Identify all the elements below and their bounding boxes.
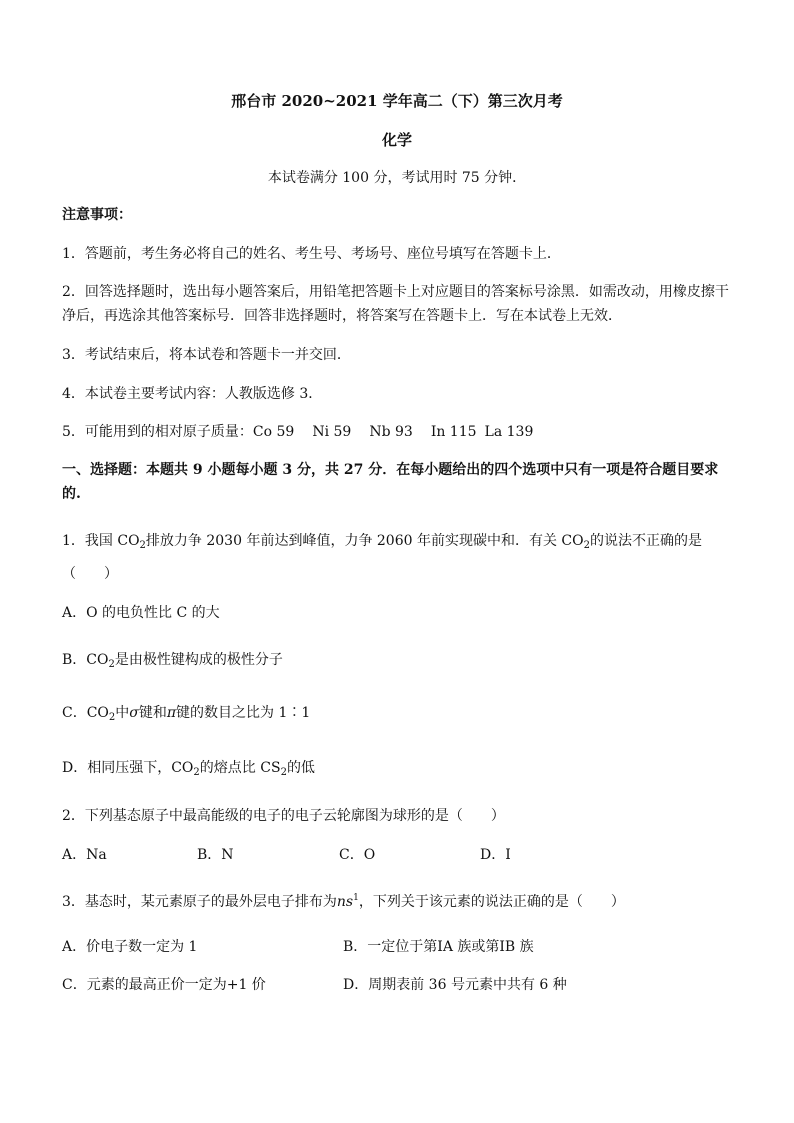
q1-d-part: D．相同压强下，CO: [62, 760, 194, 776]
q1-c-part: 键的数目之比为 1∶1: [176, 705, 311, 721]
note-item-4: 4．本试卷主要考试内容：人教版选修 3．: [62, 386, 323, 402]
q1-b-part: B．CO: [62, 652, 109, 668]
notes-heading: 注意事项：: [62, 207, 132, 223]
section1-heading: 一、选择题：本题共 9 小题每小题 3 分，共 27 分．在每小题给出的四个选项中只有一项是符合题目要求: [62, 462, 719, 478]
exam-info: 本试卷满分 100 分，考试用时 75 分钟．: [267, 170, 527, 186]
q1-option-b: [62, 650, 742, 670]
exam-subject: 化学: [381, 131, 412, 149]
q1-c-part: C．CO: [62, 705, 109, 721]
q2-option-c: C．O: [339, 847, 376, 863]
q1-stem-part: 排放力争 2030 年前达到峰值，力争 2060 年前实现碳中和．有关 CO: [145, 533, 584, 549]
note-item-2-cont: 净后，再选涂其他答案标号．回答非选择题时，将答案写在答题卡上．写在本试卷上无效．: [62, 308, 622, 324]
subscript-2: 2: [193, 767, 200, 778]
note-item-1: 1．答题前，考生务必将自己的姓名、考生号、考场号、座位号填写在答题卡上．: [62, 246, 561, 262]
sigma-symbol: σ: [129, 705, 139, 721]
note-item-5: [62, 422, 742, 442]
mass-la: La 139: [484, 424, 534, 440]
subscript-2: 2: [583, 540, 590, 551]
exam-title: 邢台市 2020~2021 学年高二（下）第三次月考: [231, 92, 563, 110]
mass-nb: Nb 93: [369, 424, 413, 440]
masses-label: 5．可能用到的相对原子质量：: [62, 424, 253, 440]
q1-b-part: 是由极性键构成的极性分子: [114, 652, 283, 668]
subscript-2: 2: [280, 767, 287, 778]
q1-option-a: A．O 的电负性比 C 的大: [62, 605, 220, 621]
q1-option-c: [62, 703, 742, 723]
q2-stem: 2．下列基态原子中最高能级的电子的电子云轮廓图为球形的是（ ）: [62, 808, 505, 824]
q1-d-part: 的低: [286, 760, 315, 776]
q1-stem: [62, 531, 742, 551]
q1-d-part: 的熔点比 CS: [199, 760, 281, 776]
q3-stem-part: 3．基态时，某元素原子的最外层电子排布为: [62, 894, 337, 910]
subscript-2: 2: [108, 712, 116, 723]
q2-option-d: D．I: [480, 847, 511, 863]
q3-stem: [62, 892, 742, 912]
q3-stem-part: ，下列关于该元素的说法正确的是（ ）: [358, 894, 625, 910]
note-item-2: 2．回答选择题时，选出每小题答案后，用铅笔把答题卡上对应题目的答案标号涂黑．如需改动，用橡皮擦干: [62, 284, 729, 300]
q2-option-b: B．N: [197, 847, 234, 863]
q1-stem-part: 1．我国 CO: [62, 533, 140, 549]
q1-option-d: [62, 758, 742, 778]
q2-option-a: A．Na: [62, 847, 107, 863]
q1-c-part: 键和: [138, 705, 167, 721]
q3-option-b: B．一定位于第ⅠA 族或第ⅠB 族: [343, 939, 534, 955]
q3-option-d: D．周期表前 36 号元素中共有 6 种: [343, 977, 567, 993]
ns-symbol: ns: [336, 894, 354, 910]
subscript-2: 2: [108, 659, 115, 670]
note-item-3: 3．考试结束后，将本试卷和答题卡一并交回．: [62, 347, 351, 363]
q1-stem-part: 的说法不正确的是: [590, 533, 702, 549]
section1-heading-cont: 的.: [62, 486, 81, 502]
mass-co: Co 59: [252, 424, 295, 440]
pi-symbol: π: [166, 705, 177, 721]
q3-option-c: C．元素的最高正价一定为+1 价: [62, 977, 266, 993]
q1-paren: （ ）: [62, 566, 118, 582]
subscript-2: 2: [139, 540, 146, 551]
q1-c-part: 中: [115, 705, 130, 721]
q3-option-a: A．价电子数一定为 1: [62, 939, 198, 955]
mass-ni: Ni 59: [312, 424, 352, 440]
superscript-1: 1: [353, 893, 359, 903]
mass-in: In 115: [430, 424, 477, 440]
